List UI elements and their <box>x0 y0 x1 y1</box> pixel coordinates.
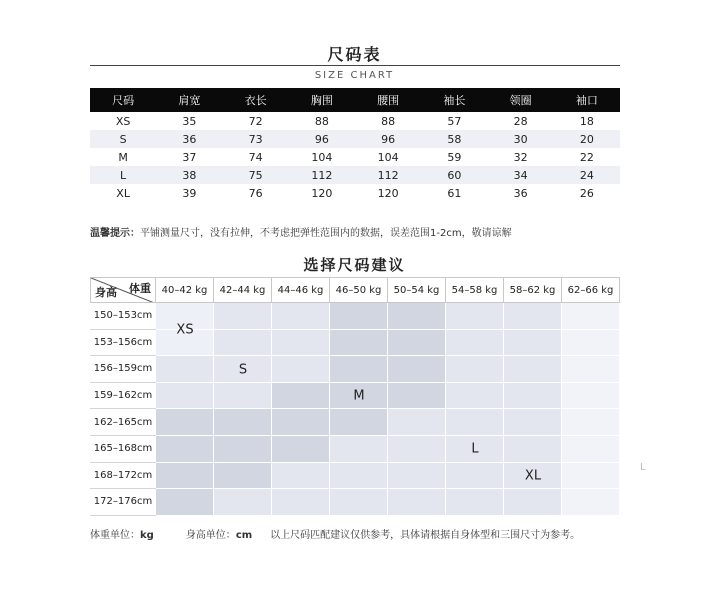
tip-note <box>90 224 512 239</box>
grid-cell <box>156 489 214 516</box>
table-cell: 18 <box>579 114 594 128</box>
grid-cell <box>562 303 620 330</box>
grid-cell <box>562 409 620 436</box>
grid-cell <box>562 489 620 516</box>
grid-cell <box>388 463 446 490</box>
table-row <box>90 166 620 184</box>
footer-note <box>90 526 580 541</box>
grid-cell <box>272 356 330 383</box>
grid-cell <box>214 409 272 436</box>
grid-cell <box>446 356 504 383</box>
weight-header: 46–50 kg <box>330 277 388 303</box>
recommend-title: 选择尺码建议 <box>303 256 406 274</box>
grid-cell <box>388 383 446 410</box>
grid-cell <box>446 303 504 330</box>
grid-cell <box>214 436 272 463</box>
table-cell: 39 <box>182 186 197 200</box>
grid-cell <box>272 436 330 463</box>
header-length: 衣长 <box>223 88 289 112</box>
grid-cell <box>388 330 446 357</box>
grid-cell <box>156 356 214 383</box>
table-cell: 72 <box>248 114 263 128</box>
grid-cell <box>330 330 388 357</box>
table-cell: 36 <box>513 186 528 200</box>
grid-cell <box>388 409 446 436</box>
weight-header: 44–46 kg <box>272 277 330 303</box>
size-label-xs: XS <box>176 322 194 338</box>
height-header: 165–168cm <box>90 436 156 463</box>
grid-cell <box>446 383 504 410</box>
table-cell: 58 <box>421 130 487 148</box>
corner-height-label: 身高 <box>95 286 117 299</box>
grid-cell <box>562 463 620 490</box>
table-cell: L <box>90 166 156 184</box>
header-size: 尺码 <box>90 88 156 112</box>
header-waist: 腰围 <box>355 88 421 112</box>
table-cell: 76 <box>248 186 263 200</box>
grid-cell <box>446 463 504 490</box>
weight-header: 40–42 kg <box>156 277 214 303</box>
table-cell: 22 <box>579 150 594 164</box>
grid-cell <box>388 356 446 383</box>
table-cell: 96 <box>355 130 421 148</box>
height-header: 162–165cm <box>90 409 156 436</box>
grid-cell <box>330 463 388 490</box>
grid-cell <box>446 409 504 436</box>
weight-header: 62–66 kg <box>562 277 620 303</box>
weight-header: 58–62 kg <box>504 277 562 303</box>
table-cell: 88 <box>314 114 329 128</box>
table-cell: 38 <box>156 166 222 184</box>
grid-cell <box>272 489 330 516</box>
table-cell: 120 <box>377 186 399 200</box>
table-cell: 36 <box>156 130 222 148</box>
grid-cell <box>504 330 562 357</box>
table-cell: 74 <box>248 150 263 164</box>
weight-unit: kg <box>140 530 154 541</box>
table-cell: XL <box>116 186 130 200</box>
grid-cell <box>446 330 504 357</box>
table-cell: 32 <box>513 150 528 164</box>
height-header: 156–159cm <box>90 356 156 383</box>
height-header: 168–172cm <box>90 463 156 490</box>
table-cell: 20 <box>554 130 620 148</box>
grid-cell <box>388 303 446 330</box>
grid-cell <box>504 356 562 383</box>
grid-cell <box>272 330 330 357</box>
size-chart-table <box>90 88 620 202</box>
size-chart-title: 尺码表 <box>327 45 382 64</box>
grid-cell <box>214 383 272 410</box>
table-cell: 60 <box>421 166 487 184</box>
table-cell: 28 <box>513 114 528 128</box>
table-cell: 75 <box>223 166 289 184</box>
tip-text: 平铺测量尺寸，没有拉伸，不考虑把弹性范围内的数据，误差范围1-2cm，敬请谅解 <box>140 228 512 239</box>
table-row <box>90 148 620 166</box>
table-cell: 59 <box>447 150 462 164</box>
grid-cell <box>330 303 388 330</box>
header-shoulder: 肩宽 <box>156 88 222 112</box>
table-cell: 88 <box>381 114 396 128</box>
grid-cell <box>330 409 388 436</box>
grid-cell <box>562 383 620 410</box>
grid-cell <box>504 383 562 410</box>
size-label-s: S <box>238 362 248 377</box>
header-collar: 领圈 <box>488 88 554 112</box>
size-chart-header-row <box>90 88 620 112</box>
grid-cell <box>156 409 214 436</box>
table-cell: 35 <box>182 114 197 128</box>
grid-cell <box>504 409 562 436</box>
size-label-xl: XL <box>524 468 542 484</box>
size-label-m: M <box>353 388 365 404</box>
table-row <box>90 112 620 130</box>
grid-cell <box>504 303 562 330</box>
grid-cell <box>388 489 446 516</box>
header-sleeve: 袖长 <box>421 88 487 112</box>
table-cell: 120 <box>311 186 333 200</box>
title-rule <box>90 65 620 66</box>
table-row <box>90 130 620 148</box>
corner-weight-label: 体重 <box>129 282 151 295</box>
table-cell: 104 <box>377 150 399 164</box>
table-cell: 73 <box>223 130 289 148</box>
table-cell: 61 <box>447 186 462 200</box>
weight-header: 54–58 kg <box>446 277 504 303</box>
grid-cell <box>214 463 272 490</box>
grid-cell <box>272 303 330 330</box>
tip-label: 温馨提示： <box>90 228 140 239</box>
grid-cell <box>330 489 388 516</box>
weight-unit-label: 体重单位： <box>90 530 140 541</box>
table-cell: 26 <box>579 186 594 200</box>
table-cell: M <box>118 150 128 164</box>
table-cell: XS <box>115 114 131 128</box>
stray-mark: L <box>640 462 646 473</box>
table-cell: 57 <box>447 114 462 128</box>
grid-cell <box>388 436 446 463</box>
table-cell: 37 <box>182 150 197 164</box>
grid-cell <box>562 330 620 357</box>
grid-cell <box>504 489 562 516</box>
header-cuff: 袖口 <box>554 88 620 112</box>
size-chart-subtitle: SIZE CHART <box>314 70 395 81</box>
grid-cell <box>330 436 388 463</box>
grid-cell <box>156 436 214 463</box>
grid-cell <box>272 383 330 410</box>
grid-cell <box>562 436 620 463</box>
table-cell: 24 <box>554 166 620 184</box>
table-cell: S <box>90 130 156 148</box>
height-header: 159–162cm <box>90 383 156 410</box>
grid-cell <box>214 489 272 516</box>
height-unit-label: 身高单位： <box>185 530 236 541</box>
table-cell: 112 <box>355 166 421 184</box>
grid-cell <box>156 463 214 490</box>
grid-cell <box>214 330 272 357</box>
table-cell: 34 <box>488 166 554 184</box>
size-recommend-grid <box>90 277 618 516</box>
weight-header: 42–44 kg <box>214 277 272 303</box>
footer-disclaimer: 以上尺码匹配建议仅供参考，具体请根据自身体型和三围尺寸为参考。 <box>270 530 581 541</box>
height-header: 150–153cm <box>90 303 156 330</box>
table-row <box>90 184 620 202</box>
table-cell: 96 <box>289 130 355 148</box>
table-cell: 104 <box>311 150 333 164</box>
weight-header: 50–54 kg <box>388 277 446 303</box>
table-cell: 112 <box>289 166 355 184</box>
grid-cell <box>562 356 620 383</box>
height-unit: cm <box>235 530 253 541</box>
grid-cell <box>446 489 504 516</box>
header-chest: 胸围 <box>289 88 355 112</box>
grid-cell <box>272 463 330 490</box>
grid-cell <box>214 303 272 330</box>
grid-corner <box>90 277 156 303</box>
size-label-l: L <box>471 441 479 457</box>
height-header: 172–176cm <box>90 489 156 516</box>
grid-cell <box>272 409 330 436</box>
grid-cell <box>330 356 388 383</box>
grid-cell <box>504 436 562 463</box>
grid-cell <box>156 383 214 410</box>
table-cell: 30 <box>488 130 554 148</box>
height-header: 153–156cm <box>90 330 156 357</box>
